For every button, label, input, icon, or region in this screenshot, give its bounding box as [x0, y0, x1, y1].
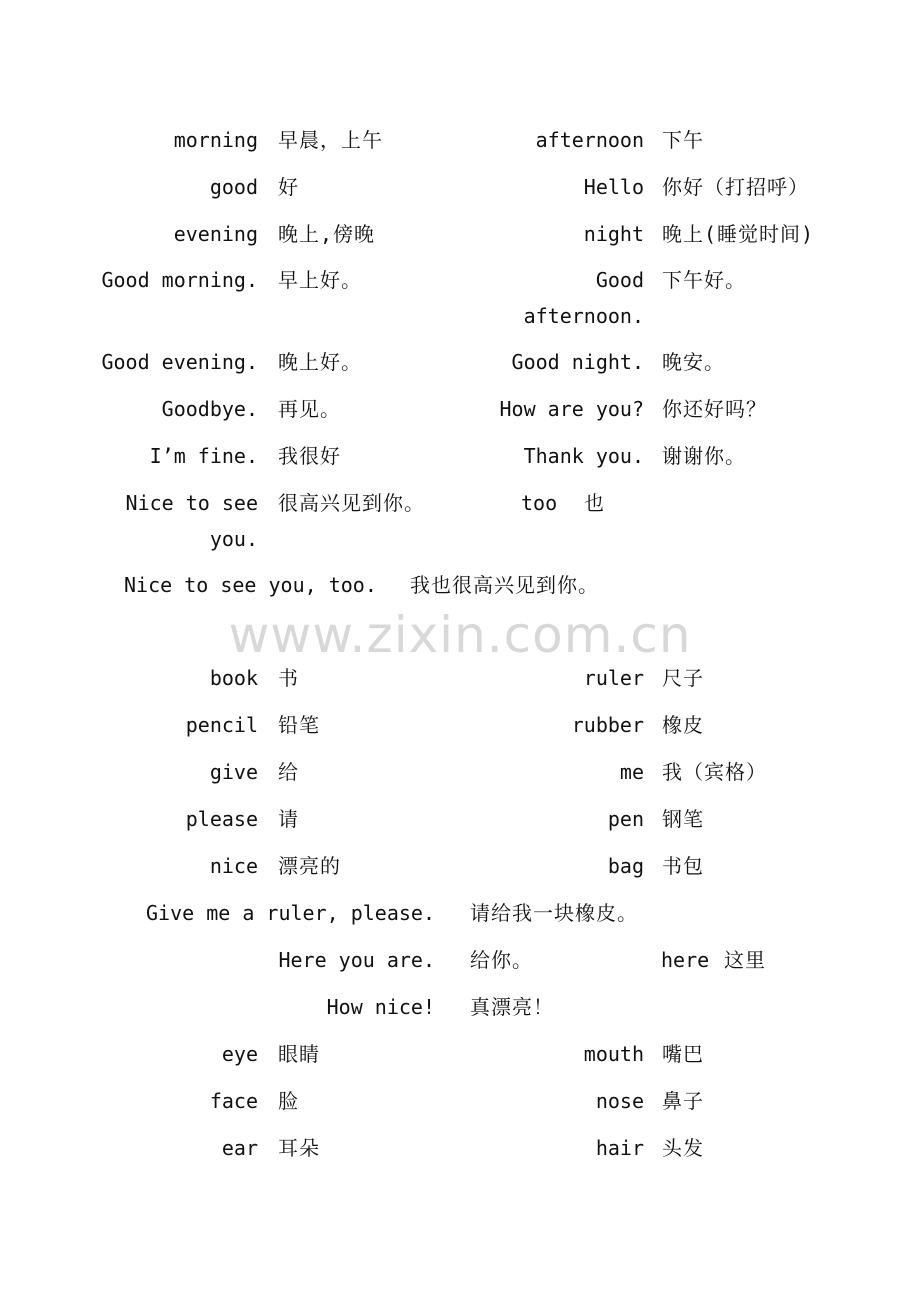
left-term-en: give	[209, 760, 258, 784]
right-term-en: Good night.	[511, 350, 644, 374]
left-term-en: morning	[173, 128, 258, 152]
left-term-en: evening	[173, 222, 258, 246]
right-term-zh: 我（宾格）	[662, 760, 767, 784]
left-term-zh: 铅笔	[278, 713, 320, 737]
left-term-en: good	[209, 175, 258, 199]
right-term-en: Thank you.	[523, 444, 644, 468]
left-term-en: Goodbye.	[161, 397, 258, 421]
left-term-en: nice	[209, 854, 258, 878]
right-term-zh: 你还好吗？	[662, 397, 767, 421]
left-term-zh: 晚上,傍晚	[278, 222, 376, 246]
right-term-en: nose	[595, 1089, 644, 1113]
left-term-en: pencil	[185, 713, 258, 737]
right-term-zh: 橡皮	[662, 713, 704, 737]
right-term-en: Good afternoon.	[523, 268, 644, 328]
left-term-en: eye	[221, 1042, 258, 1066]
left-term-zh: 请	[278, 807, 299, 831]
right-term-en: too	[521, 491, 558, 515]
right-term-zh: 下午	[662, 128, 704, 152]
right-term-zh: 也	[584, 491, 605, 515]
left-term-en: Nice to see you.	[125, 491, 258, 551]
left-term-en: Good morning.	[101, 268, 258, 292]
left-term-zh: 我很好	[278, 444, 341, 468]
sentence-en: How nice!	[326, 995, 435, 1019]
right-term-zh: 下午好。	[662, 268, 746, 292]
extra-term-zh: 这里	[724, 948, 766, 972]
left-term-zh: 脸	[278, 1089, 299, 1113]
left-term-zh: 给	[278, 760, 299, 784]
right-term-zh: 头发	[662, 1136, 704, 1160]
right-term-en: pen	[607, 807, 644, 831]
right-term-en: night	[583, 222, 644, 246]
sentence-en: Nice to see you, too.	[124, 573, 377, 597]
left-term-en: Good evening.	[101, 350, 258, 374]
left-term-en: book	[209, 666, 258, 690]
sentence-en: Here you are.	[278, 948, 435, 972]
left-term-zh: 书	[278, 666, 299, 690]
left-term-zh: 很高兴见到你。	[278, 491, 425, 515]
right-term-zh: 晚安。	[662, 350, 725, 374]
right-term-zh: 尺子	[662, 666, 704, 690]
extra-term-en: here	[661, 948, 710, 972]
sentence-en: Give me a ruler, please.	[146, 901, 435, 925]
right-term-en: bag	[607, 854, 644, 878]
left-term-zh: 早晨，上午	[278, 128, 383, 152]
left-term-zh: 早上好。	[278, 268, 362, 292]
left-term-zh: 耳朵	[278, 1136, 320, 1160]
left-term-zh: 好	[278, 175, 299, 199]
left-term-zh: 漂亮的	[278, 854, 341, 878]
right-term-zh: 钢笔	[662, 807, 704, 831]
left-term-en: ear	[221, 1136, 258, 1160]
watermark: www.zixin.com.cn	[228, 606, 692, 664]
right-term-en: hair	[595, 1136, 644, 1160]
right-term-en: Hello	[583, 175, 644, 199]
right-term-en: rubber	[571, 713, 644, 737]
right-term-zh: 谢谢你。	[662, 444, 746, 468]
sentence-zh: 请给我一块橡皮。	[470, 901, 638, 925]
sentence-zh: 真漂亮！	[470, 995, 554, 1019]
left-term-en: please	[185, 807, 258, 831]
right-term-zh: 晚上(睡觉时间)	[662, 222, 815, 246]
right-term-en: mouth	[583, 1042, 644, 1066]
right-term-zh: 你好（打招呼）	[662, 175, 809, 199]
sentence-zh: 给你。	[470, 948, 533, 972]
right-term-zh: 书包	[662, 854, 704, 878]
left-term-en: I’m fine.	[149, 444, 258, 468]
left-term-zh: 眼睛	[278, 1042, 320, 1066]
sentence-zh: 我也很高兴见到你。	[410, 573, 599, 597]
right-term-en: How are you?	[499, 397, 644, 421]
right-term-en: me	[619, 760, 644, 784]
right-term-en: afternoon	[535, 128, 644, 152]
left-term-zh: 晚上好。	[278, 350, 362, 374]
right-term-zh: 鼻子	[662, 1089, 704, 1113]
left-term-en: face	[209, 1089, 258, 1113]
right-term-en: ruler	[583, 666, 644, 690]
left-term-zh: 再见。	[278, 397, 341, 421]
right-term-zh: 嘴巴	[662, 1042, 704, 1066]
